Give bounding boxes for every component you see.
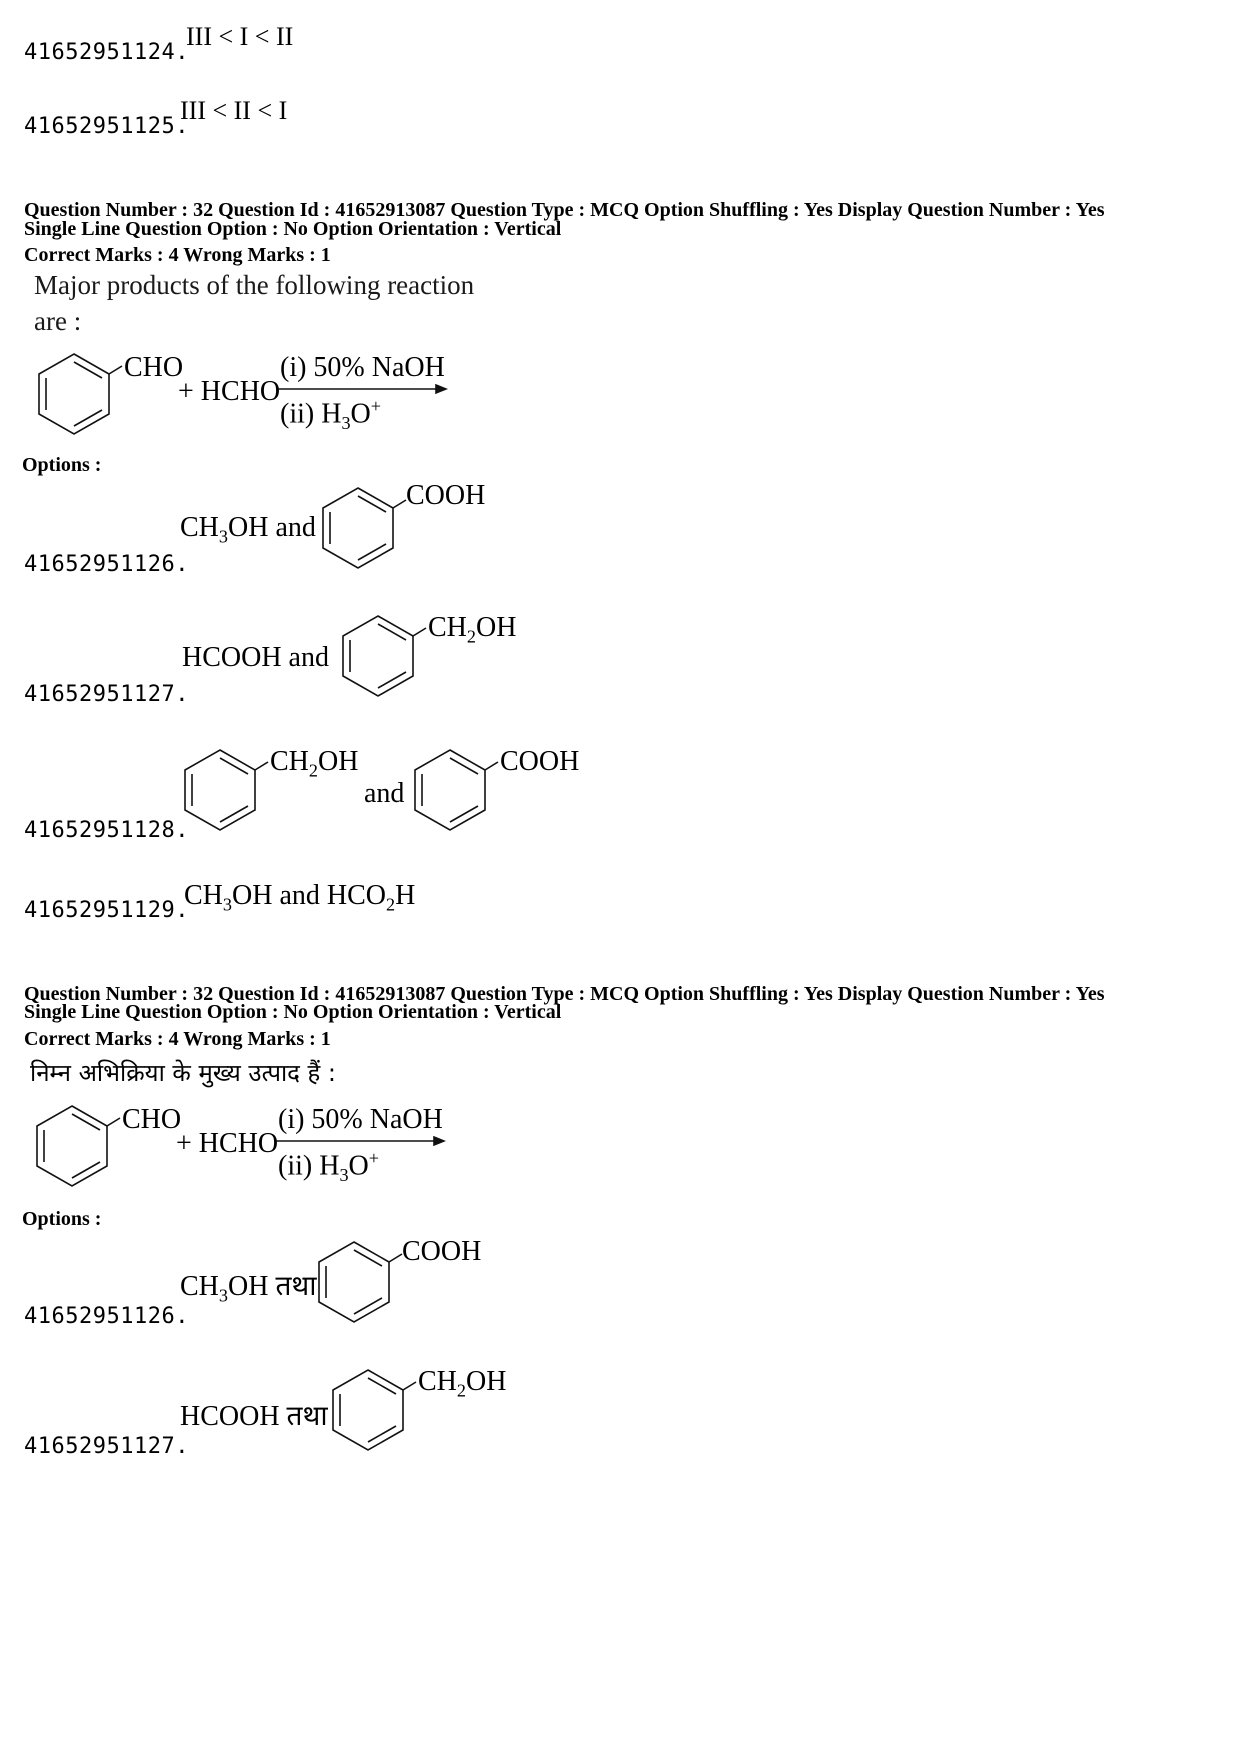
question-meta: Question Number : 32 Question Id : 41652913087 Question Type : MCQ Option Shuffling : Yes Display Question Number : Yes xyxy=(24,983,1105,1005)
benzene-ring-icon xyxy=(36,352,126,436)
options-label: Options : xyxy=(22,1208,102,1230)
substituent-label: COOH xyxy=(402,1236,482,1267)
substituent-label: CHO xyxy=(124,352,184,383)
benzene-ring-icon xyxy=(340,614,430,698)
option-text: HCOOH and xyxy=(182,642,329,673)
option-text: $CH_3OH$ and $HCO_2H$ xyxy=(184,880,416,915)
option-id: 41652951125. xyxy=(24,114,189,139)
option-text: III < II < I xyxy=(180,96,288,125)
option-id: 41652951124. xyxy=(24,40,189,65)
reagent-label: + HCHO xyxy=(178,376,281,407)
question-marks: Correct Marks : 4 Wrong Marks : 1 xyxy=(24,244,331,266)
benzene-ring-icon xyxy=(182,748,272,832)
question-meta-line2: Single Line Question Option : No Option Orientation : Vertical xyxy=(24,218,562,240)
option-id[interactable]: 41652951129. xyxy=(24,898,189,923)
condition-1: (i) 50% NaOH xyxy=(280,352,445,383)
substituent-label: COOH xyxy=(500,746,580,777)
question-meta-line2: Single Line Question Option : No Option Orientation : Vertical xyxy=(24,1001,562,1023)
question-marks: Correct Marks : 4 Wrong Marks : 1 xyxy=(24,1028,331,1050)
condition-2: (ii) $H_3O^+$ xyxy=(278,1148,380,1185)
substituent-label: COOH xyxy=(406,480,486,511)
substituent-label: $CH_2OH$ xyxy=(270,746,359,781)
question-meta: Question Number : 32 Question Id : 41652913087 Question Type : MCQ Option Shuffling : Yes Display Question Number : Yes xyxy=(24,199,1105,221)
option-id[interactable]: 41652951126. xyxy=(24,552,189,577)
benzene-ring-icon xyxy=(316,1240,406,1324)
option-text: III < I < II xyxy=(186,22,294,51)
substituent-label: CHO xyxy=(122,1104,182,1135)
option-text: and xyxy=(364,778,405,809)
benzene-ring-icon xyxy=(412,748,502,832)
reaction-arrow-icon xyxy=(278,382,448,396)
question-stem: निम्न अभिक्रिया के मुख्य उत्पाद हैं : xyxy=(30,1059,337,1087)
option-text: HCOOH तथा xyxy=(180,1401,328,1432)
question-stem-line2: are : xyxy=(34,306,82,336)
benzene-ring-icon xyxy=(34,1104,124,1188)
option-text: $CH_3OH$ and xyxy=(180,512,316,547)
option-text: $CH_3OH$ तथा xyxy=(180,1271,317,1306)
options-label: Options : xyxy=(22,454,102,476)
option-id[interactable]: 41652951127. xyxy=(24,1434,189,1459)
reagent-label: + HCHO xyxy=(176,1128,279,1159)
question-stem: Major products of the following reaction xyxy=(34,270,475,300)
substituent-label: $CH_2OH$ xyxy=(428,612,517,647)
option-id[interactable]: 41652951128. xyxy=(24,818,189,843)
condition-2: (ii) $H_3O^+$ xyxy=(280,396,382,433)
reaction-arrow-icon xyxy=(276,1134,446,1148)
benzene-ring-icon xyxy=(330,1368,420,1452)
substituent-label: $CH_2OH$ xyxy=(418,1366,507,1401)
condition-1: (i) 50% NaOH xyxy=(278,1104,443,1135)
option-id[interactable]: 41652951127. xyxy=(24,682,189,707)
option-id[interactable]: 41652951126. xyxy=(24,1304,189,1329)
benzene-ring-icon xyxy=(320,486,410,570)
